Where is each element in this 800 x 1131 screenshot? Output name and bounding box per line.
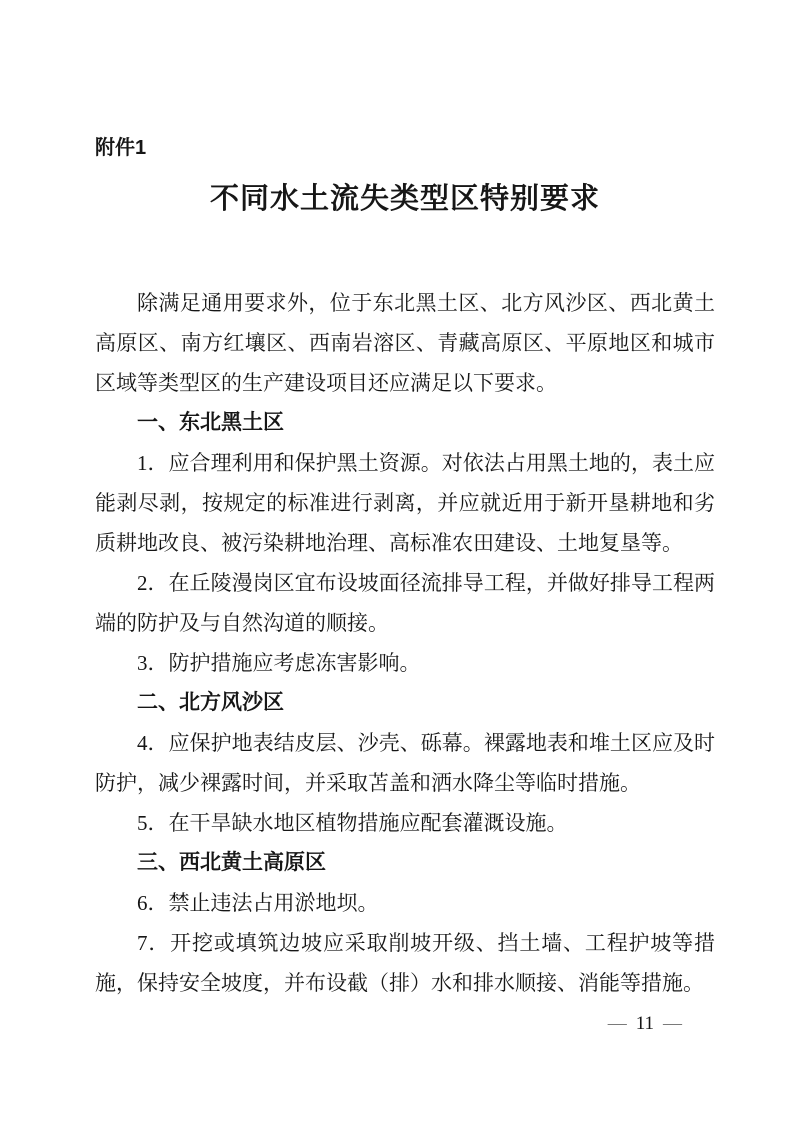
section-heading-northeast-black-soil: 一、东北黑土区: [137, 411, 284, 434]
item-1: 1．应合理利用和保护黑土资源。对依法占用黑土地的，表土应能剥尽剥，按规定的标准进行剥离，并应就近用于新开垦耕地和劣质耕地改良、被污染耕地治理、高标准农田建设、土地复垦等。: [95, 451, 715, 555]
page-number-dash-right: —: [663, 1013, 682, 1034]
attachment-label: 附件1: [95, 137, 147, 159]
item-3: 3．防护措施应考虑冻害影响。: [137, 651, 421, 675]
document-title: 不同水土流失类型区特别要求: [209, 183, 600, 215]
page-number-value: 11: [635, 1013, 654, 1034]
item-4: 4．应保护地表结皮层、沙壳、砾幕。裸露地表和堆土区应及时防护，减少裸露时间，并采取苫盖和洒水降尘等临时措施。: [95, 731, 715, 795]
item-6: 6．禁止违法占用淤地坝。: [137, 891, 379, 915]
item-7: 7．开挖或填筑边坡应采取削坡开级、挡土墙、工程护坡等措施，保持安全坡度，并布设截（排）水和排水顺接、消能等措施。: [95, 931, 715, 995]
section-heading-northern-windsand: 二、北方风沙区: [137, 691, 284, 714]
document-content: [95, 0, 715, 1003]
section-heading-northwest-loess-plateau: 三、西北黄土高原区: [137, 851, 326, 874]
intro-paragraph: 除满足通用要求外，位于东北黑土区、北方风沙区、西北黄土高原区、南方红壤区、西南岩溶区、青藏高原区、平原地区和城市区域等类型区的生产建设项目还应满足以下要求。: [95, 291, 715, 395]
item-2: 2．在丘陵漫岗区宜布设坡面径流排导工程，并做好排导工程两端的防护及与自然沟道的顺接。: [95, 571, 715, 635]
document-body: [95, 283, 715, 1003]
page-number-dash-left: —: [607, 1013, 627, 1034]
item-5: 5．在干旱缺水地区植物措施应配套灌溉设施。: [137, 811, 568, 835]
page-number: [608, 1012, 682, 1036]
